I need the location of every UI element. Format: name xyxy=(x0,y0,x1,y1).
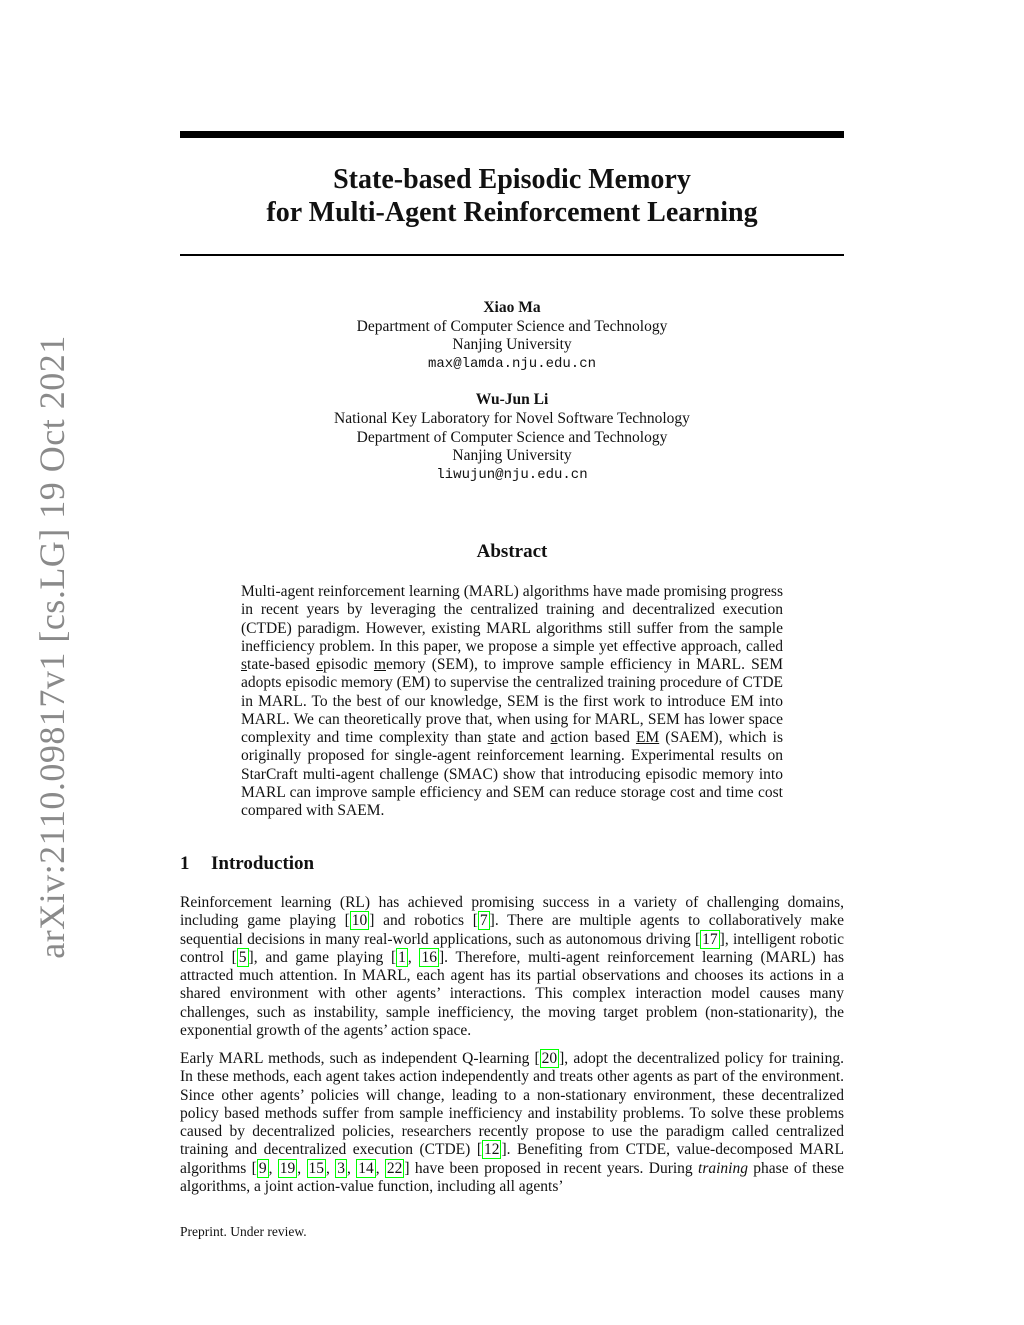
author-name: Wu-Jun Li xyxy=(475,391,549,409)
author-name: Xiao Ma xyxy=(483,299,541,316)
citation-link[interactable]: 9 xyxy=(258,1159,267,1177)
text-segment: , xyxy=(346,1159,357,1177)
author-block xyxy=(180,299,844,502)
abstract-underline: a xyxy=(550,729,558,746)
text-segment: phase of these algorithms, a joint action-value function, including all agents’ xyxy=(180,1159,845,1195)
section-title: Introduction xyxy=(211,853,315,874)
citation-link[interactable]: 14 xyxy=(358,1159,374,1177)
section-heading xyxy=(180,853,314,875)
text-segment: , xyxy=(407,948,420,966)
abstract-segment: tate and xyxy=(493,729,551,746)
citation-link[interactable]: 10 xyxy=(351,912,368,930)
citation-link[interactable]: 22 xyxy=(386,1159,403,1177)
abstract-underline: s xyxy=(487,729,494,746)
abstract-underline: e xyxy=(316,656,323,673)
text-segment: , xyxy=(326,1159,336,1177)
citation-link[interactable]: 1 xyxy=(398,948,406,966)
abstract-underline: m xyxy=(373,656,386,673)
text-segment: Reinforcement learning (RL) has achieved promising success in a variety of challenging domains, including game playing [ xyxy=(180,894,844,930)
citation-link[interactable]: 3 xyxy=(337,1159,345,1177)
title-line-2: for Multi-Agent Reinforcement Learning xyxy=(266,197,758,228)
text-segment: , xyxy=(268,1159,278,1177)
author-affiliation: Nanjing University xyxy=(452,447,572,465)
arxiv-stamp[interactable]: arXiv:2110.09817v1 [cs.LG] 19 Oct 2021 xyxy=(32,335,72,959)
author-email[interactable]: liwujun@nju.edu.cn xyxy=(436,466,588,483)
text-segment: Early MARL methods, such as independent Q-learning [ xyxy=(180,1050,540,1067)
author-affiliation: Department of Computer Science and Technology xyxy=(356,317,668,335)
abstract-heading: Abstract xyxy=(476,541,548,562)
text-segment: , xyxy=(297,1159,307,1177)
section-number: 1 xyxy=(180,853,190,874)
abstract-segment: pisodic xyxy=(322,656,374,673)
text-segment: ]. There are multiple agents to collaboratively make sequential decisions in many real-world applications, such as autonomous driving [ xyxy=(180,912,844,948)
abstract-segment: ction based xyxy=(557,729,636,746)
title-bottom-rule xyxy=(180,254,844,256)
citation-link[interactable]: 17 xyxy=(702,930,718,948)
abstract-segment: emory (SEM), to improve sample efficiency in MARL. SEM adopts episodic memory (EM) to supervise the centralized training procedure of CTDE in MARL. To the best of our knowledge, SEM is the first work to introduce EM into MARL. We can theoretically prove that, when using for MARL, SEM has lower space complexity and time complexity than xyxy=(241,656,783,746)
text-segment: ], intelligent robotic control [ xyxy=(180,930,844,966)
abstract-underline: EM xyxy=(635,729,660,746)
citation-link[interactable]: 12 xyxy=(483,1141,500,1159)
text-segment: , xyxy=(375,1159,385,1177)
author-affiliation: National Key Laboratory for Novel Software Technology xyxy=(334,409,690,427)
author-email[interactable]: max@lamda.nju.edu.cn xyxy=(427,355,597,372)
abstract-segment: Multi-agent reinforcement learning (MARL) algorithms have made promising progress in recent years by leveraging the centralized training and decentralized execution (CTDE) paradigm. However, existing MARL algorithms still suffer from the sample inefficiency problem. In this paper, we propose a simple yet effective approach, called xyxy=(241,583,783,655)
footer-note: Preprint. Under review. xyxy=(180,1224,307,1239)
author-2 xyxy=(180,391,844,484)
text-segment: ], and game playing [ xyxy=(248,948,397,966)
author-affiliation: Nanjing University xyxy=(452,336,572,354)
abstract-segment: (SAEM), which is originally proposed for single-agent reinforcement learning. Experimental results on StarCraft multi-agent challenge (SMAC) show that introducing episodic memory into MARL can improve sample efficiency and SEM can reduce storage cost and time cost compared with SAEM. xyxy=(241,729,783,819)
citation-link[interactable]: 5 xyxy=(238,948,247,966)
intro-paragraph-2 xyxy=(180,1050,844,1196)
citation-link[interactable]: 20 xyxy=(541,1050,558,1067)
emphasis-text: training xyxy=(698,1159,748,1177)
text-segment: ], adopt the decentralized policy for training. In these methods, each agent takes action independently and treats other agents as part of the environment. Since other agents’ policies will change, leading to a non-stationary environment, these decentralized policy based methods suffer from sample inefficiency and instability problems. To solve these problems caused by decentralized policies, researchers recently propose to use the paradigm called centralized training and decentralized execution (CTDE) [ xyxy=(180,1050,844,1159)
paper-title xyxy=(180,163,844,229)
citation-link[interactable]: 19 xyxy=(279,1159,296,1177)
abstract-segment: tate-based xyxy=(247,656,317,673)
text-segment: ] have been proposed in recent years. During xyxy=(404,1159,699,1177)
citation-link[interactable]: 7 xyxy=(479,912,488,930)
citation-link[interactable]: 16 xyxy=(421,948,437,966)
title-line-1: State-based Episodic Memory xyxy=(333,164,691,195)
citation-link[interactable]: 15 xyxy=(308,1159,324,1177)
abstract-text xyxy=(241,583,783,820)
text-segment: ] and robotics [ xyxy=(369,912,478,930)
title-top-rule xyxy=(180,131,844,138)
abstract-underline: s xyxy=(241,656,248,673)
author-1 xyxy=(180,299,844,373)
author-affiliation: Department of Computer Science and Technology xyxy=(356,428,668,446)
text-segment: ]. Therefore, multi-agent reinforcement learning (MARL) has attracted much attention. In MARL, each agent has its partial observations and chooses its actions in a shared environment with other agents’ interactions. This complex interaction model causes many challenges, such as instability, sample inefficiency, the moving target problem (non-stationarity), the exponential growth of the agents’ action space. xyxy=(180,948,844,1039)
text-segment: ]. Benefiting from CTDE, value-decomposed MARL algorithms [ xyxy=(180,1141,844,1177)
intro-paragraph-1 xyxy=(180,894,844,1040)
